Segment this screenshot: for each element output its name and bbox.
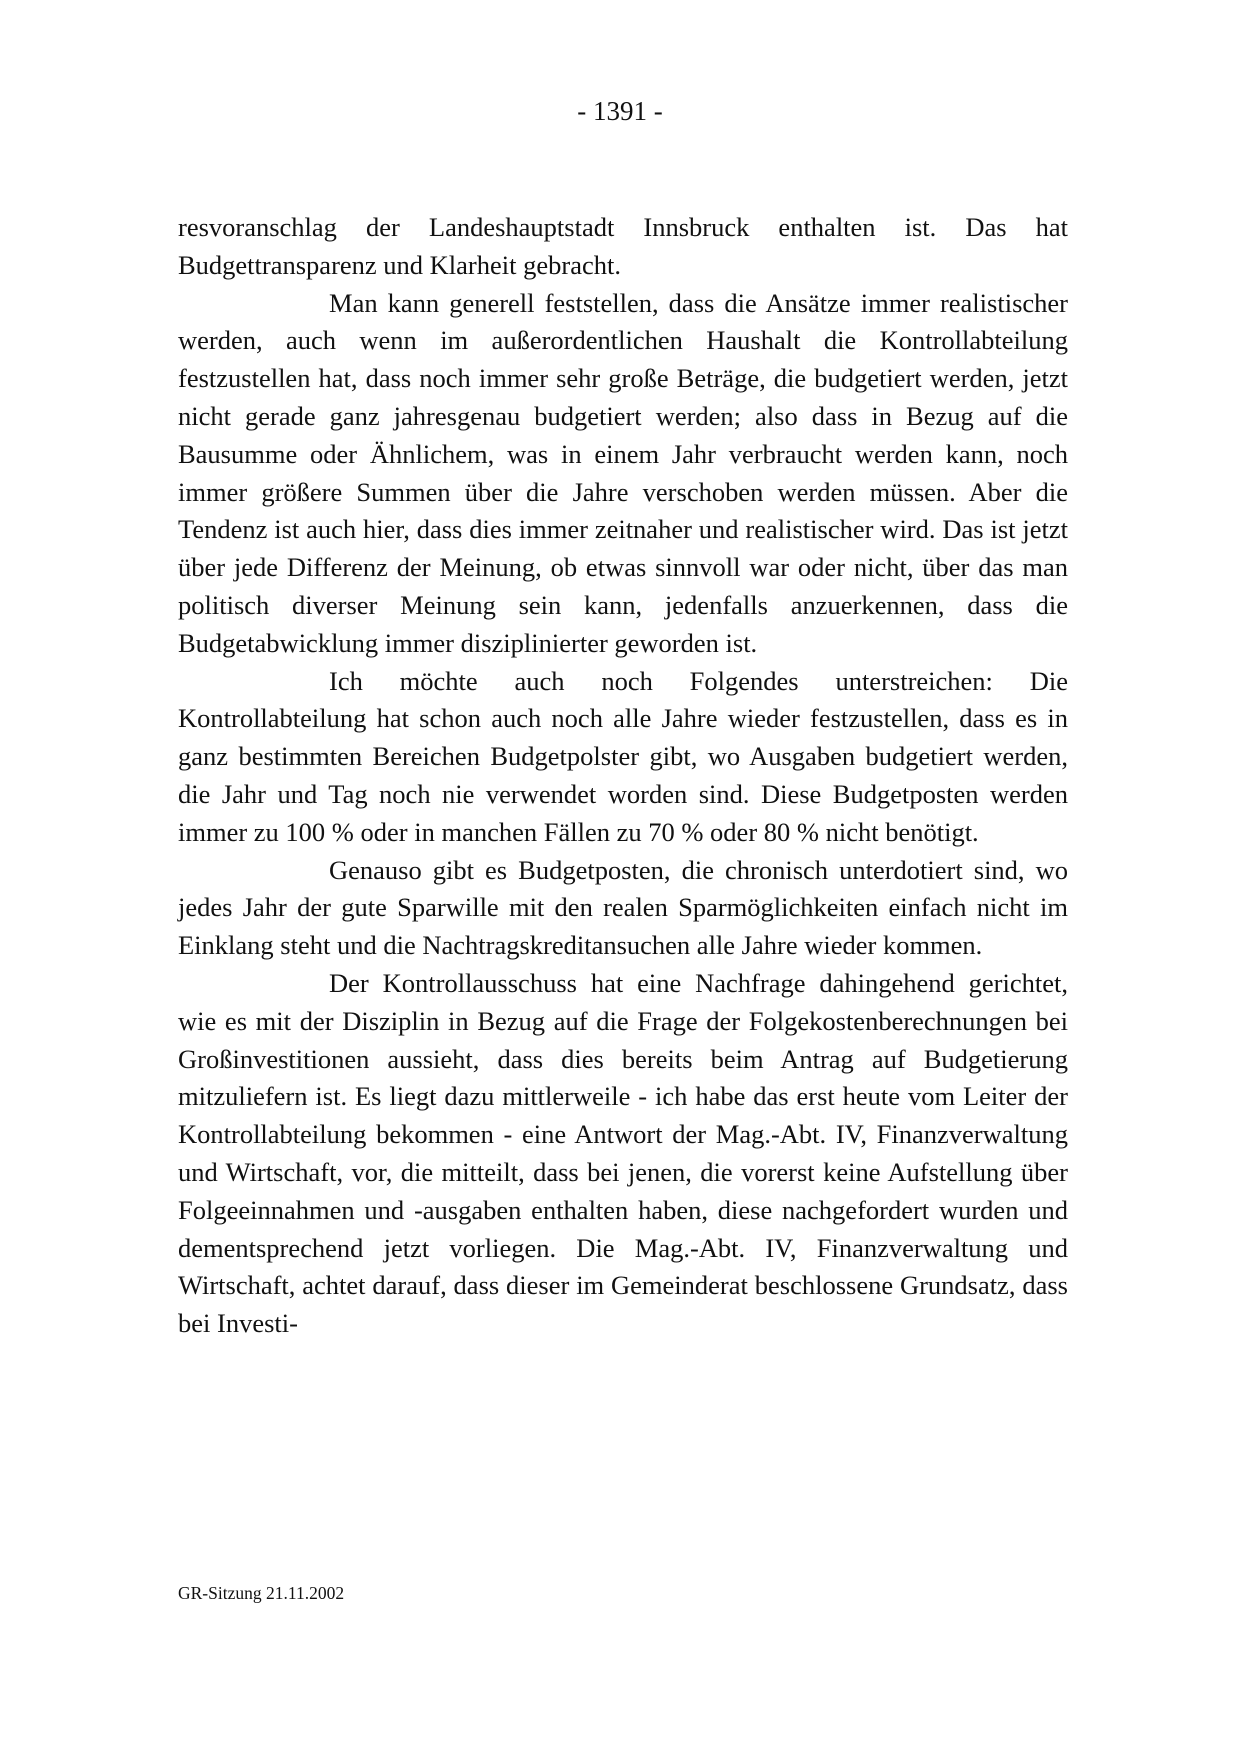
paragraph-continuation: resvoranschlag der Landeshauptstadt Innsbruck enthalten ist. Das hat Budgettransparenz und Klarheit gebracht. xyxy=(178,212,1068,280)
document-body xyxy=(178,209,1068,1343)
paragraph-budget-estimates: Man kann generell feststellen, dass die Ansätze immer realistischer werden, auch wenn im außerordentlichen Haushalt die Kontrollabteilung festzustellen hat, dass noch immer sehr große Beträge, die budgetiert werden, jetzt nicht gerade ganz jahresgenau budgetiert werden; also dass in Bezug auf die Bausumme oder Ähnlichem, was in einem Jahr verbraucht werden kann, noch immer größere Summen über die Jahre verschoben werden müssen. Aber die Tendenz ist auch hier, dass dies immer zeitnaher und realistischer wird. Das ist jetzt über jede Differenz der Meinung, ob etwas sinnvoll war oder nicht, über das man politisch diverser Meinung sein kann, jedenfalls anzuerkennen, dass die Budgetabwicklung immer disziplinierter geworden ist. xyxy=(178,287,1068,658)
paragraph-control-committee: Der Kontrollausschuss hat eine Nachfrage dahingehend gerichtet, wie es mit der Disziplin in Bezug auf die Frage der Folgekostenberechnungen bei Großinvestitionen aussieht, dass dies bereits beim Antrag auf Budgetierung mitzuliefern ist. Es liegt dazu mittlerweile - ich habe das erst heute vom Leiter der Kontrollabteilung bekommen - eine Antwort der Mag.-Abt. IV, Finanzverwaltung und Wirtschaft, vor, die mitteilt, dass bei jenen, die vorerst keine Aufstellung über Folgeeinnahmen und -ausgaben enthalten haben, diese nachgefordert wurden und dementsprechend jetzt vorliegen. Die Mag.-Abt. IV, Finanzverwaltung und Wirtschaft, achtet darauf, dass dieser im Gemeinderat beschlossene Grundsatz, dass bei Investi- xyxy=(178,967,1068,1339)
page-number: - 1391 - xyxy=(577,96,663,126)
paragraph-budget-buffers: Ich möchte auch noch Folgendes unterstreichen: Die Kontrollabteilung hat schon auch noch alle Jahre wieder festzustellen, dass es in ganz bestimmten Bereichen Budgetpolster gibt, wo Ausgaben budgetiert werden, die Jahr und Tag noch nie verwendet worden sind. Diese Budgetposten werden immer zu 100 % oder in manchen Fällen zu 70 % oder 80 % nicht benötigt. xyxy=(178,665,1068,847)
paragraph-underfunded-posts: Genauso gibt es Budgetposten, die chronisch unterdotiert sind, wo jedes Jahr der gute Sparwille mit den realen Sparmöglichkeiten einfach nicht im Einklang steht und die Nachtragskreditansuchen alle Jahre wieder kommen. xyxy=(178,854,1068,961)
footer-session-label: GR-Sitzung 21.11.2002 xyxy=(178,1583,345,1603)
